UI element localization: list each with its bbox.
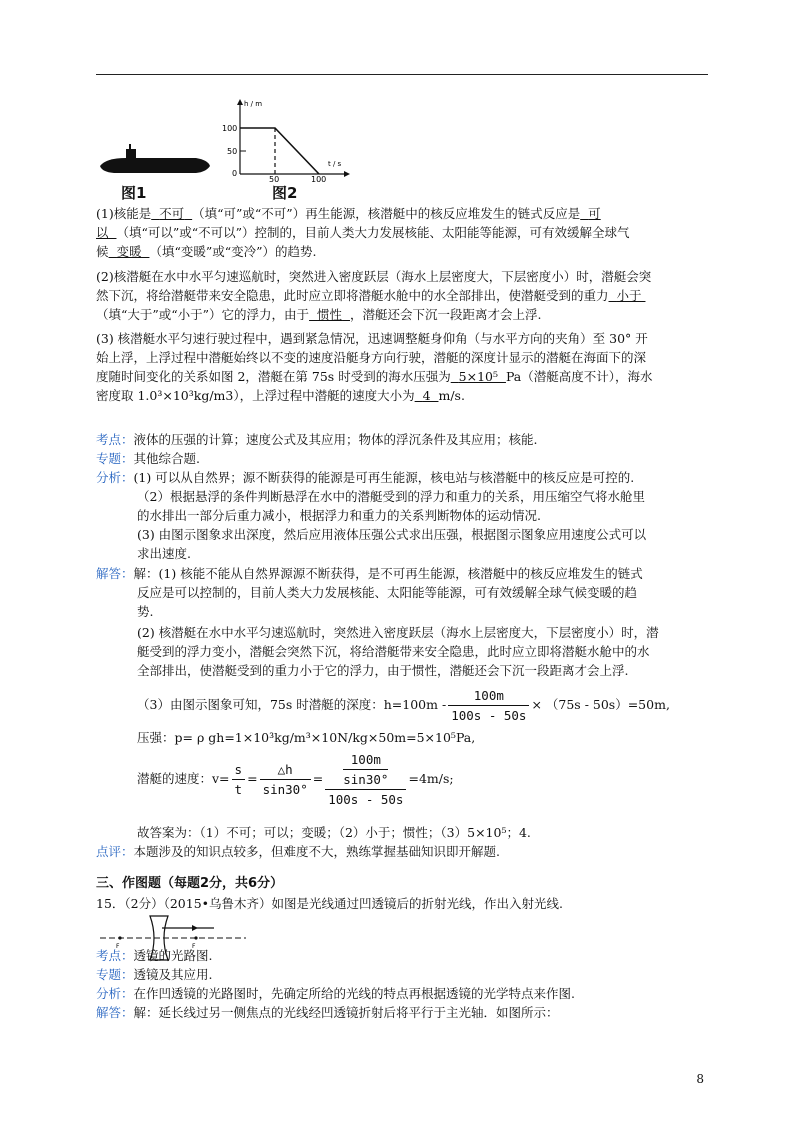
q2-line2: 然下沉，将给潜艇带来安全隐患，此时应立即将潜艇水舱中的水全部排出，使潜艇受到的重力 小于 xyxy=(96,288,642,303)
y-tick-100: 100 xyxy=(222,124,238,133)
q3-line2: 始上浮，上浮过程中潜艇始终以不变的速度沿艇身方向行驶，潜艇的深度计显示的潜艇在海面下的深 xyxy=(96,350,647,365)
focus-label-right: F xyxy=(192,943,196,950)
answer-summary: 故答案为：（1）不可；可以；变暖；（2）小于；惯性；（3）5×10⁵；4. xyxy=(137,825,531,840)
y-tick-0: 0 xyxy=(232,169,238,178)
q3-line1: (3) 核潜艇水平匀速行驶过程中，遇到紧急情况，迅速调整艇身仰角（与水平方向的夹角）至 30° 开 xyxy=(96,331,648,346)
q15-fenxi: 分析：在作凹透镜的光路图时，先确定所给的光线的特点再根据透镜的光学特点来作图. xyxy=(96,986,575,1001)
focus-label-left: F xyxy=(116,943,120,950)
analysis-fenxi-4: (3) 由图示图象求出深度，然后应用液体压强公式求出压强，根据图示图象应用速度公式可以 xyxy=(137,527,647,542)
pressure-formula: 压强：p= ρ gh=1×10³kg/m³×10N/kg×50m=5×10⁵Pa, xyxy=(137,730,476,745)
analysis-fenxi-2: （2）根据悬浮的条件判断悬浮在水中的潜艇受到的浮力和重力的关系，用压缩空气将水舱里 xyxy=(137,489,645,504)
fig1-caption: 图1 xyxy=(121,184,147,202)
analysis-jieda: 解答：解：(1) 核能不能从自然界源源不断获得，是不可再生能源，核潜艇中的核反应堆发生的链式 xyxy=(96,566,643,581)
analysis-jieda-6: 全部排出，使潜艇受到的重力小于它的浮力，由于惯性，潜艇还会下沉一段距离才会上浮. xyxy=(137,663,629,678)
q2-line1: (2)核潜艇在水中水平匀速巡航时，突然进入密度跃层（海水上层密度大，下层密度小）时，潜艇会突 xyxy=(96,269,652,284)
x-tick-100: 100 xyxy=(311,175,327,182)
q15-zhuanti: 专题：透镜及其应用. xyxy=(96,967,213,982)
analysis-dianping: 点评：本题涉及的知识点较多，但难度不大，熟练掌握基础知识即开解题. xyxy=(96,844,500,859)
analysis-fenxi-5: 求出速度. xyxy=(137,546,191,561)
speed-formula: 潜艇的速度：v= $\frac{s}{t}$ = $\frac{\triangle h}{\sin 30^\circ}$ = $\frac{\frac{100m}{\sin 30^\circ}}{100s - 50s}$ =4m/s; xyxy=(137,752,454,807)
y-axis-label: h / m xyxy=(244,100,263,108)
analysis-jieda-5: 艇受到的浮力变小，潜艇会突然下沉，将给潜艇带来安全隐患，此时应立即将潜艇水舱中的水 xyxy=(137,644,650,659)
analysis-fenxi: 分析：(1) 可以从自然界；源不断获得的能源是可再生能源，核电站与核潜艇中的核反应是可控的. xyxy=(96,470,635,485)
submarine-figure xyxy=(96,140,216,180)
header-rule xyxy=(96,74,708,75)
q15-text: 15．（2分）（2015•乌鲁木齐）如图是光线通过凹透镜后的折射光线，作出入射光线. xyxy=(96,896,564,911)
analysis-jieda-2: 反应是可以控制的，目前人类大力发展核能、太阳能等能源，可有效缓解全球气候变暖的趋 xyxy=(137,585,638,600)
x-axis-label: t / s xyxy=(328,160,342,168)
y-tick-50: 50 xyxy=(227,147,238,156)
analysis-jieda-3: 势. xyxy=(137,604,154,619)
depth-time-graph xyxy=(212,96,352,182)
q3-line3: 度随时间变化的关系如图 2，潜艇在第 75s 时受到的海水压强为 5×10⁵ Pa（潜艇高度不计），海水 xyxy=(96,369,653,384)
analysis-jieda-4: (2) 核潜艇在水中水平匀速巡航时，突然进入密度跃层（海水上层密度大，下层密度小）时，潜 xyxy=(137,625,659,640)
x-tick-50: 50 xyxy=(269,175,280,182)
q1-line2: 以 （填“可以”或“不可以”）控制的，目前人类大力发展核能、太阳能等能源，可有效缓解全球气 xyxy=(96,225,630,240)
fig2-caption: 图2 xyxy=(272,184,298,202)
analysis-fenxi-3: 的水排出一部分后重力减小，根据浮力和重力的关系判断物体的运动情况. xyxy=(137,508,541,523)
q1-line3: 候 变暖 （填“变暖”或“变冷”）的趋势. xyxy=(96,244,317,259)
q15-jieda: 解答：解：延长线过另一侧焦点的光线经凹透镜折射后将平行于主光轴．如图所示： xyxy=(96,1005,559,1020)
depth-formula: （3）由图示图象可知，75s 时潜艇的深度：h=100m - $\frac{100m}{100s - 50s}$ × （75s - 50s）=50m, xyxy=(137,688,670,723)
q2-line3: （填“大于”或“小于”）它的浮力，由于 惯性 ，潜艇还会下沉一段距离才会上浮. xyxy=(96,307,542,322)
q3-line4: 密度取 1.0³×10³kg/m3），上浮过程中潜艇的速度大小为 4 m/s. xyxy=(96,388,465,403)
analysis-kaodian: 考点：液体的压强的计算；速度公式及其应用；物体的浮沉条件及其应用；核能. xyxy=(96,432,538,447)
analysis-zhuanti: 专题：其他综合题. xyxy=(96,451,200,466)
section-heading: 三、作图题（每题2分，共6分） xyxy=(96,876,284,891)
page-number: 8 xyxy=(696,1072,704,1086)
q1-line1: (1)核能是 不可 （填“可”或“不可”）再生能源，核潜艇中的核反应堆发生的链式反应是 可 xyxy=(96,206,601,221)
q15-kaodian: 考点：透镜的光路图. xyxy=(96,948,213,963)
